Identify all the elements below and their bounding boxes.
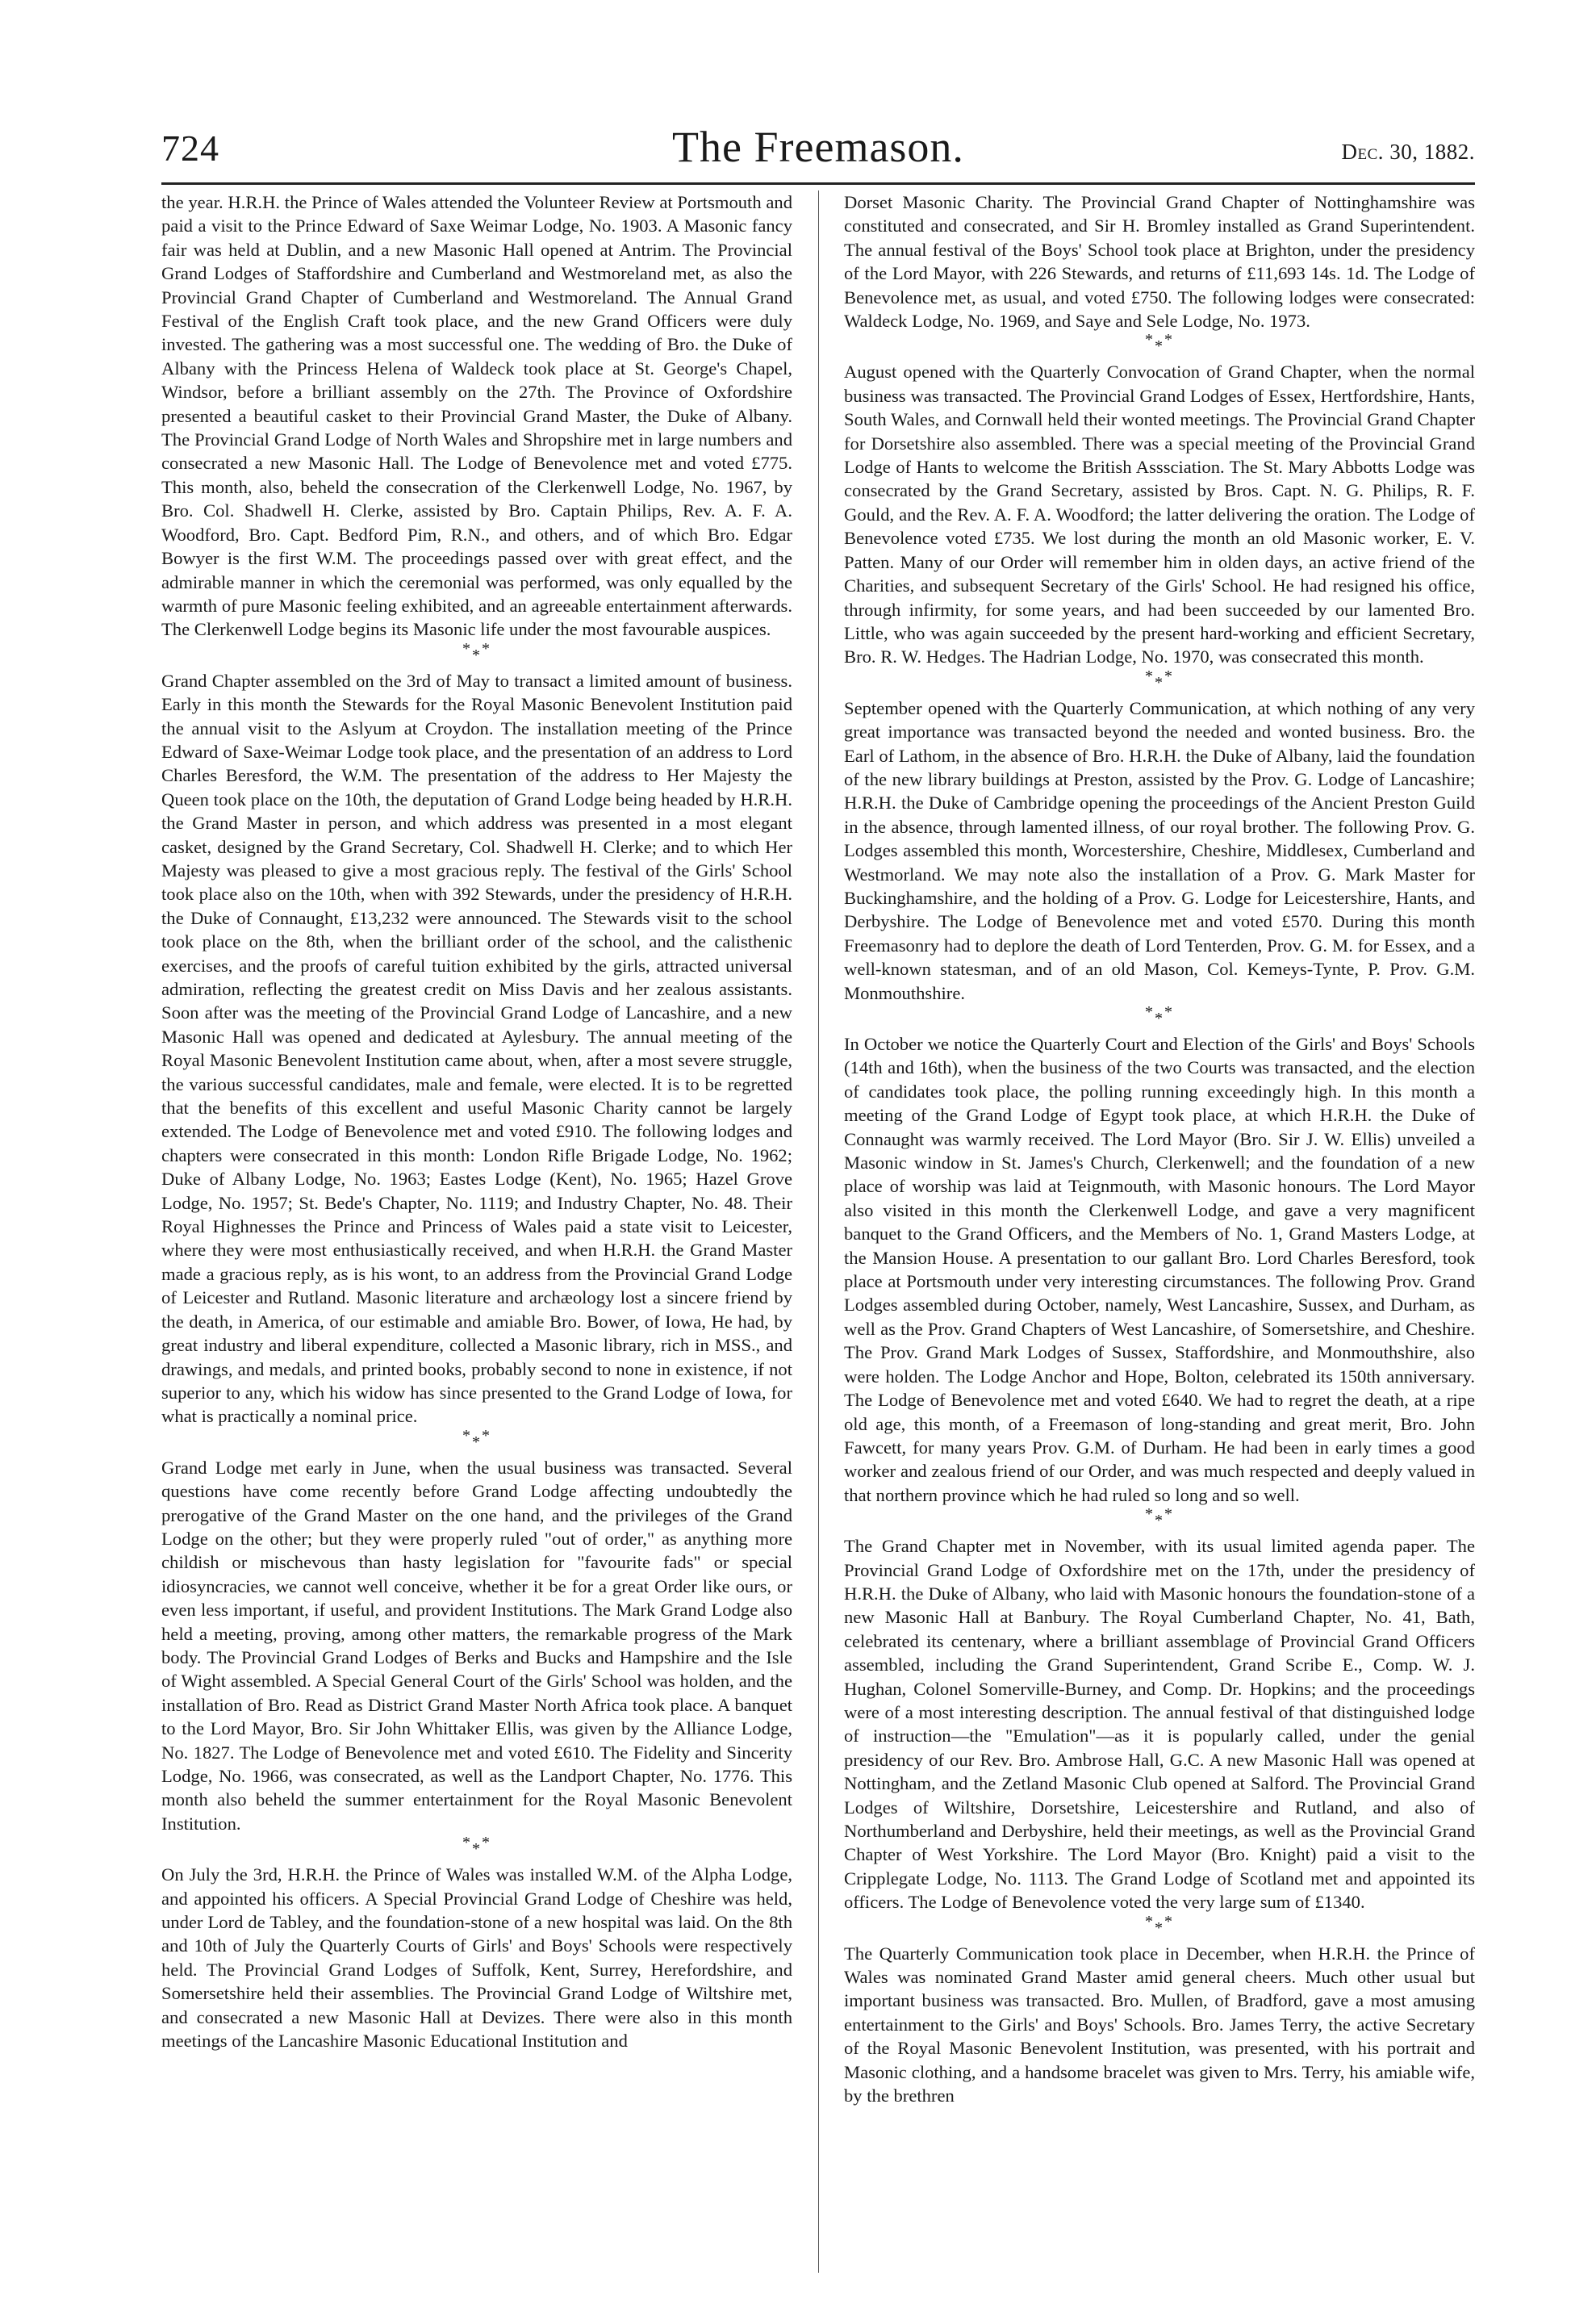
section-separator: *** bbox=[1145, 667, 1174, 692]
article-paragraph-april: the year. H.R.H. the Prince of Wales attended the Volunteer Review at Portsmouth and paid a visit to the Prince Edward of Saxe Weimar Lodge, No. 1903. A Masonic fancy fair was held at Dublin, and a new Masonic Hall opened at Antrim. The Provincial Grand Lodges of Staffordshire and Cumberland and Westmoreland met, as also the Provincial Grand Chapter of Cumberland and Westmoreland. The Annual Grand Festival of the English Craft took place, and the new Grand Officers were duly invested. The gathering was a most successful one. The wedding of Bro. the Duke of Albany with the Princess Helena of Waldeck took place at St. George's Chapel, Windsor, before a brilliant assembly on the 27th. The Province of Oxfordshire presented a beautiful casket to their Provincial Grand Master, the Duke of Albany. The Provincial Grand Lodge of North Wales and Shropshire met in large numbers and consecrated a new Masonic Hall. The Lodge of Benevolence met and voted £775. This month, also, beheld the consecration of the Clerkenwell Lodge, No. 1967, by Bro. Col. Shadwell H. Clerke, assisted by Bro. Captain Philips, Rev. A. F. A. Woodford, Bro. Capt. Bedford Pim, R.N., and others, and of which Bro. Edgar Bowyer is the first W.M. The proceedings passed over with great effect, and the admirable manner in which the ceremonial was performed, was only equalled by the warmth of pure Masonic feeling exhibited, and an agreeable entertainment afterwards. The Clerkenwell Lodge begins its Masonic life under the most favourable auspices. bbox=[161, 192, 792, 640]
newspaper-title: The Freemason. bbox=[672, 123, 964, 171]
article-paragraph-may: Grand Chapter assembled on the 3rd of May to transact a limited amount of business. Early in this month the Stewards for the Royal Masonic Benevolent Institution paid the annual visit to the Aslyum at Croydon. The installation meeting of the Prince Edward of Saxe-Weimar Lodge took place, and the presentation of an address to Lord Charles Beresford, the W.M. The presentation of the address to Her Majesty the Queen took place on the 10th, the deputation of Grand Lodge being headed by H.R.H. the Grand Master in person, and which address was presented in a most elegant casket, designed by the Grand Secretary, Col. Shadwell H. Clerke; and to which Her Majesty was pleased to give a most gracious reply. The festival of the Girls' School took place also on the 10th, when with 392 Stewards, under the presidency of H.R.H. the Duke of Connaught, £13,232 were announced. The Stewards visit to the school took place on the 8th, when the brilliant order of the school, and the calisthenic exercises, and the proofs of careful tuition exhibited by the girls, attracted universal admiration, reflecting the greatest credit on Miss Davis and her zealous assistants. Soon after was the meeting of the Provincial Grand Lodge of Lancashire, and a new Masonic Hall was opened and dedicated at Aylesbury. The annual meeting of the Royal Masonic Benevolent Institution came about, when, after a most severe struggle, the various successful candidates, male and female, were elected. It is to be regretted that the benefits of this excellent and useful Masonic Charity cannot be largely extended. The Lodge of Benevolence met and voted £910. The following lodges and chapters were consecrated in this month: London Rifle Brigade Lodge, No. 1962; Duke of Albany Lodge, No. 1963; Eastes Lodge (Kent), No. 1965; Hazel Grove Lodge, No. 1957; St. Bede's Chapter, No. 1119; and Industry Chapter, No. 48. Their Royal Highnesses the Prince and Princess of Wales paid a state visit to Leicester, where they were most enthusiastically received, and when H.R.H. the Grand Master made a gracious reply, as is his wont, to an address from the Provincial Grand Lodge of Leicester and Rutland. Masonic literature and archæology lost a sincere friend by the death, in America, of our estimable and amiable Bro. Bower, of Iowa, He had, by great industry and liberal expenditure, collected a Masonic library, rich in MSS., and drawings, and medals, and printed books, probably second to none in existence, if not superior to any, which his widow has since presented to the Grand Lodge of Iowa, for what is practically a nominal price. bbox=[161, 670, 792, 1427]
article-paragraph-july: On July the 3rd, H.R.H. the Prince of Wales was installed W.M. of the Alpha Lodge, and appointed his officers. A Special Provincial Grand Lodge of Cheshire was held, under Lord de Tabley, and the foundation-stone of a new hospital was laid. On the 8th and 10th of July the Quarterly Courts of Girls' and Boys' Schools were respectively held. The Provincial Grand Lodges of Suffolk, Kent, Surrey, Herefordshire, and Somersetshire held their assemblies. The Provincial Grand Lodge of Wiltshire met, and consecrated a new Masonic Hall at Devizes. There were also in this month meetings of the Lancashire Masonic Educational Institution and bbox=[161, 1864, 792, 2052]
right-column bbox=[844, 190, 1475, 2281]
section-separator: *** bbox=[1145, 1505, 1174, 1530]
section-separator: *** bbox=[462, 639, 491, 664]
section-separator: *** bbox=[462, 1426, 491, 1451]
article-paragraph-august: August opened with the Quarterly Convocation of Grand Chapter, when the normal business was transacted. The Provincial Grand Lodges of Essex, Hertfordshire, Hants, South Wales, and Cornwall held their wonted meetings. The Provincial Grand Chapter for Dorsetshire also assembled. There was a special meeting of the Provincial Grand Lodge of Hants to welcome the British Asssciation. The St. Mary Abbotts Lodge was consecrated by the Grand Secretary, assisted by Bros. Capt. N. G. Philips, R. F. Gould, and the Rev. A. F. A. Woodford; the latter delivering the oration. The Lodge of Benevolence voted £735. We lost during the month an old Masonic worker, E. V. Patten. Many of our Order will remember him in olden days, an active friend of the Charities, and subsequent Secretary of the Girls' School. He had resigned his office, through infirmity, for some years, and had been succeeded by our lamented Bro. Little, who was again succeeded by the present hard-working and efficient Secretary, Bro. R. W. Hedges. The Hadrian Lodge, No. 1970, was consecrated this month. bbox=[844, 362, 1475, 667]
issue-date: Dec. 30, 1882. bbox=[1341, 140, 1475, 164]
header-rule bbox=[161, 182, 1475, 185]
article-paragraph-june: Grand Lodge met early in June, when the usual business was transacted. Several questions have come recently before Grand Lodge affecting undoubtedly the prerogative of the Grand Master on the one hand, and the privileges of the Grand Lodge on the other; but they were properly ruled "out of order," as anything more childish or mischevous than hasty legislation for "favourite fads" or special idiosyncracies, we cannot well conceive, whether it be for a great Order like ours, or even less important, if useful, and provident Institutions. The Mark Grand Lodge also held a meeting, proving, among other matters, the remarkable progress of the Mark body. The Provincial Grand Lodges of Berks and Bucks and Hampshire and the Isle of Wight assembled. A Special General Court of the Girls' School was holden, and the installation of Bro. Read as District Grand Master North Africa took place. A banquet to the Lord Mayor, Bro. Sir John Whittaker Ellis, was given by the Alliance Lodge, No. 1827. The Lodge of Benevolence met and voted £610. The Fidelity and Sincerity Lodge, No. 1966, was consecrated, as well as the Landport Chapter, No. 1776. This month also beheld the summer entertainment for the Royal Masonic Benevolent Institution. bbox=[161, 1457, 792, 1834]
column-divider bbox=[818, 190, 819, 2273]
article-paragraph-october: In October we notice the Quarterly Court and Election of the Girls' and Boys' Schools (14th and 16th), when the business of the two Courts was transacted, and the election of candidates took place, the polling running exceedingly high. In this month a meeting of the Grand Lodge of Egypt took place, at which H.R.H. the Duke of Connaught was warmly received. The Lord Mayor (Bro. Sir J. W. Ellis) unveiled a Masonic window in St. James's Church, Clerkenwell; and the foundation of a new place of worship was laid at Teignmouth, with Masonic honours. The Lord Mayor also visited in this month the Clerkenwell Lodge, and gave a very magnificent banquet to the Grand Officers, and the Members of No. 1, Grand Masters Lodge, at the Mansion House. A presentation to our gallant Bro. Lord Charles Beresford, took place at Portsmouth under very interesting circumstances. The following Prov. Grand Lodges assembled during October, namely, West Lancashire, Sussex, and Durham, as well as the Prov. Grand Chapters of West Lancashire, of Somersetshire, and Cheshire. The Prov. Grand Mark Lodges of Sussex, Staffordshire, and Monmouthshire, also were holden. The Lodge Anchor and Hope, Bolton, celebrated its 150th anniversary. The Lodge of Benevolence met and voted £640. We had to regret the death, at a ripe old age, this month, of a Freemason of long-standing and great merit, Bro. John Fawcett, for many years Prov. G.M. of Durham. He had been in early times a good worker and zealous friend of our Order, and was much respected and deeply valued in that northern province which he had ruled so long and so well. bbox=[844, 1034, 1475, 1505]
left-column bbox=[161, 190, 792, 2281]
article-paragraph-december: The Quarterly Communication took place in December, when H.R.H. the Prince of Wales was nominated Grand Master amid general cheers. Much other usual but important business was transacted. Bro. Mullen, of Bradford, gave a most amusing entertainment to the Girls' and Boys' Schools. Bro. James Terry, the active Secretary of the Royal Masonic Benevolent Institution, was presented, with his portrait and Masonic clothing, and a handsome bracelet was given to Mrs. Terry, his amiable wife, by the brethren bbox=[844, 1943, 1475, 2106]
article-paragraph-july-continued: Dorset Masonic Charity. The Provincial Grand Chapter of Nottinghamshire was constituted and consecrated, and Sir H. Bromley installed as Grand Superintendent. The annual festival of the Boys' School took place at Brighton, under the presidency of the Lord Mayor, with 226 Stewards, and returns of £11,693 14s. 1d. The Lodge of Benevolence met, as usual, and voted £750. The following lodges were consecrated: Waldeck Lodge, No. 1969, and Saye and Sele Lodge, No. 1973. bbox=[844, 192, 1475, 332]
article-paragraph-september: September opened with the Quarterly Communication, at which nothing of any very great importance was transacted beyond the needed and wonted business. Bro. the Earl of Lathom, in the absence of Bro. H.R.H. the Duke of Albany, laid the foundation of the new library buildings at Preston, assisted by the Prov. G. Lodge of Lancashire; H.R.H. the Duke of Cambridge opening the proceedings of the Ancient Preston Guild in the absence, through lamented illness, of our royal brother. The following Prov. G. Lodges assembled this month, Worcestershire, Cheshire, Middlesex, Cumberland and Westmorland. We may note also the installation of a Prov. G. Mark Master for Buckinghamshire, and the holding of a Prov. G. Lodge for Leicestershire, Hants, and Derbyshire. The Lodge of Benevolence met and voted £570. During this month Freemasonry had to deplore the death of Lord Tenterden, Prov. G. M. for Essex, and a well-known statesman, and of an old Mason, Col. Kemeys-Tynte, P. Prov. G.M. Monmouthshire. bbox=[844, 697, 1475, 1003]
page-number: 724 bbox=[161, 128, 219, 169]
section-separator: *** bbox=[1145, 331, 1174, 356]
section-separator: *** bbox=[1145, 1912, 1174, 1937]
section-separator: *** bbox=[462, 1834, 491, 1859]
masthead bbox=[161, 123, 1475, 179]
article-paragraph-november: The Grand Chapter met in November, with its usual limited agenda paper. The Provincial Grand Lodge of Oxfordshire met on the 17th, under the presidency of H.R.H. the Duke of Albany, who laid with Masonic honours the foundation-stone of a new Masonic Hall at Banbury. The Royal Cumberland Chapter, No. 41, Bath, celebrated its centenary, where a brilliant assemblage of Provincial Grand Officers assembled, including the Grand Superintendent, Grand Scribe E., Comp. W. J. Hughan, Colonel Somerville-Burney, and Comp. Dr. Hopkins; and the proceedings were of a most interesting description. The annual festival of that distinguished lodge of instruction—the "Emulation"—as it is popularly called, under the genial presidency of our Rev. Bro. Ambrose Hall, G.C. A new Masonic Hall was opened at Nottingham, and the Zetland Masonic Club opened at Salford. The Provincial Grand Lodges of Wiltshire, Dorsetshire, Leicestershire and Rutland, and also of Northumberland and Derbyshire, held their meetings, as well as the Provincial Grand Chapter of West Yorkshire. The Lord Mayor (Bro. Knight) paid a visit to the Cripplegate Lodge, No. 1113. The Grand Lodge of Scotland met and appointed its officers. The Lodge of Benevolence voted the very large sum of £1340. bbox=[844, 1536, 1475, 1913]
section-separator: *** bbox=[1145, 1003, 1174, 1027]
